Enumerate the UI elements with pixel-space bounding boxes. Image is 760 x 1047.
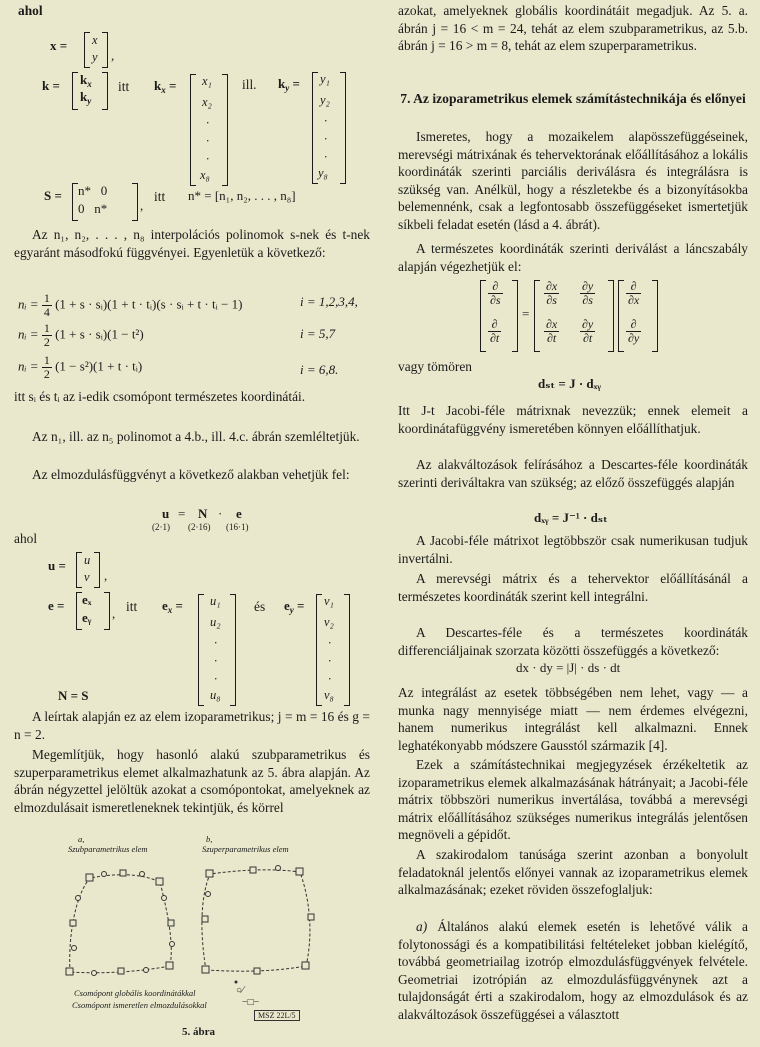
ey-item: v₂ — [324, 615, 334, 629]
fraction — [544, 280, 559, 307]
dim-label: (16·1) — [226, 522, 249, 532]
ky-item: y₁ — [320, 72, 330, 86]
vagy-tomoren: vagy tömören — [398, 359, 473, 374]
ex-name: $e_x$ = — [162, 598, 183, 615]
fraction-num: 1 — [43, 291, 50, 305]
section-heading: 7. Az izoparametrikus elemek számítástechnikája és előnyei — [400, 91, 746, 106]
u-vector-item: u — [84, 553, 91, 567]
s-bracket-right — [132, 183, 138, 221]
u-vector-name: u = — [48, 558, 66, 573]
kx-item: · — [206, 152, 210, 166]
legend-unknown-nodes: Csomópont ismeretlen elmozdulásokkal — [72, 1000, 207, 1010]
paragraph: Az n₁, ill. az n₅ polinomot a 4.b., ill. 4.c. ábrán szemléltetjük. — [32, 429, 360, 444]
paragraph: Megemlítjük, hogy hasonló alakú szubparametrikus és szuperparametrikus elemet alkalmazhatunk az 5. ábra alapján. Az ábrán négyzettel jelöltük azokat a csomópontokat, amelyeknek az elmozdulásait ismeretleneknek tekintjük, és körrel — [14, 747, 370, 815]
fig-a-label: Szubparametrikus elem — [68, 844, 148, 854]
k-bracket-left — [72, 72, 78, 110]
fraction — [42, 354, 52, 381]
itt-label: itt — [154, 189, 166, 204]
equation-n5 — [18, 322, 144, 349]
comma: , — [112, 606, 116, 621]
fraction — [544, 318, 559, 345]
fraction-num: ∂x — [546, 279, 558, 293]
ey-item: · — [328, 672, 332, 686]
bracket — [534, 280, 540, 352]
bracket — [480, 280, 486, 352]
equation-dxy: dₓᵧ = J⁻¹ · dₛₜ — [534, 510, 608, 525]
eq-rhs: (1 + s · sᵢ)(1 + t · tᵢ)(s · sᵢ + t · tᵢ − 1) — [55, 296, 243, 312]
e-vector-item: eᵧ — [82, 610, 92, 625]
fraction-num: ∂y — [582, 317, 594, 331]
ahol-label-1: ahol — [18, 3, 43, 18]
paragraph-text: Általános alakú elemek esetén is lehetővé válik a folytonossági és a kompatibilitási feltételeket jobban kielégítő, továbbá geometriailag izotróp elmozdulásfüggvények felvétele. Geometriai izotrópián az elmozdulásfüggvénynek azt a tulajdonságát érti a szakirodalom, hogy az elmozdulások és az alakváltozások összefüggései a választott — [398, 919, 748, 1022]
fraction-num: ∂x — [546, 317, 558, 331]
e-vector-name: e = — [48, 598, 65, 613]
paragraph: Az n₁, n₂, . . . , n₈ interpolációs polinomok s-nek és t-nek egyaránt másodfokú függvényei. Egyenletük a következő: — [14, 227, 370, 260]
k-bracket-right — [102, 72, 108, 110]
ill-label: ill. — [242, 77, 257, 92]
list-marker: a) — [416, 919, 428, 934]
ey-bracket-left — [316, 594, 322, 706]
fraction — [580, 318, 595, 345]
fraction-den: ∂s — [490, 293, 501, 307]
eq-lhs: nᵢ = — [18, 358, 39, 374]
n-equals-s: N = S — [58, 688, 89, 703]
e-vector-item: eₓ — [82, 592, 92, 607]
comma: , — [104, 568, 108, 583]
kx-bracket-right — [222, 74, 228, 186]
s-matrix-name: S = — [44, 188, 62, 203]
fraction — [626, 318, 641, 345]
itt-label: itt — [118, 79, 130, 94]
fraction-den: ∂t — [583, 331, 593, 345]
paragraph: A leírtak alapján ez az elem izoparametrikus; j = m = 16 és g = n = 2. — [14, 709, 370, 742]
fig-b-label: Szuperparametrikus elem — [202, 844, 289, 854]
ey-bracket-right — [344, 594, 350, 706]
x-vector-name: x = — [50, 38, 68, 53]
comma: , — [140, 198, 144, 213]
ky-name: $k_y$ = — [278, 76, 300, 93]
ex-bracket-right — [230, 594, 236, 706]
equals: = — [178, 506, 186, 521]
comma: , — [111, 48, 115, 63]
x-bracket-left — [84, 32, 90, 68]
k-vector-item: $k_x$ — [80, 72, 92, 89]
legend-global-nodes: Csomópont globális koordinátákkal — [74, 988, 196, 998]
eq-lhs: nᵢ = — [18, 296, 39, 312]
ky-item: · — [324, 132, 328, 146]
e-symbol: e — [236, 506, 242, 521]
equation-dst: dₛₜ = J · dₓᵧ — [538, 376, 602, 391]
fraction-den: ∂t — [547, 331, 557, 345]
fig-a-letter: a, — [78, 834, 85, 844]
bracket — [652, 280, 658, 352]
legend-circle-icon: ○⁄ — [236, 985, 244, 996]
ky-bracket-right — [340, 72, 346, 184]
eq-range: i = 5,7 — [300, 326, 336, 341]
fraction-den: ∂x — [628, 293, 640, 307]
u-symbol: u — [162, 506, 170, 521]
equals: = — [522, 306, 530, 321]
eq-range: i = 1,2,3,4, — [300, 294, 358, 309]
x-vector-item: y — [92, 50, 98, 64]
fraction-num: 1 — [43, 353, 50, 367]
ex-item: u₂ — [210, 615, 221, 629]
kx-item: x₁ — [202, 74, 212, 88]
eq-lhs: nᵢ = — [18, 326, 39, 342]
paragraph: Itt J-t Jacobi-féle mátrixnak nevezzük; ennek elemeit a koordinátafüggvény ismeretében könnyen előállíthatjuk. — [398, 403, 748, 436]
k-vector-item: $k_y$ — [80, 89, 92, 106]
bracket — [512, 280, 518, 352]
nstar-definition: n* = [n₁, n₂, . . . , n₈] — [188, 188, 296, 203]
fraction — [42, 292, 52, 319]
fraction — [488, 318, 501, 345]
ex-item: · — [214, 672, 218, 686]
fraction-num: 1 — [43, 321, 50, 335]
s-row: n* 0 — [78, 183, 108, 198]
paragraph: A szakirodalom tanúsága szerint azonban a bonyolult feladatoknál jelentős előnyei vannak az izoparametrikus elemek alkalmazásának; ezeket röviden összefoglaljuk: — [398, 847, 748, 898]
fraction-den: 2 — [43, 335, 50, 349]
paragraph: A merevségi mátrix és a tehervektor előállításánál a természetes koordináták szerint kell integrálni. — [398, 571, 748, 604]
u-bracket-right — [94, 552, 100, 588]
s-row: 0 n* — [78, 201, 108, 216]
bracket — [618, 280, 624, 352]
fraction-num: ∂ — [488, 280, 503, 294]
fraction-num: ∂y — [582, 279, 594, 293]
kx-item: · — [206, 134, 210, 148]
paragraph: A természetes koordináták szerinti deriválást a láncszabály alapján végezhetjük el: — [398, 241, 748, 274]
ex-item: · — [214, 636, 218, 650]
eq-range: i = 6,8. — [300, 362, 339, 377]
ky-item: · — [324, 114, 328, 128]
ey-item: v₁ — [324, 594, 334, 608]
paragraph: Ezek a számítástechnikai megjegyzések érzékeltetik az izoparametrikus elemek alkalmazásának hátrányait; a Jacobi-féle mátrix többszöri numerikus invertálása, továbbá a merevségi mátrix előállításához szükséges numerikus integrálás jelentősen megnöveli a gépidőt. — [398, 757, 748, 843]
k-vector-name: k = — [42, 78, 60, 93]
itt-label: itt — [126, 599, 138, 614]
fraction-den: 2 — [43, 367, 50, 381]
ex-item: u₁ — [210, 594, 221, 608]
u-bracket-left — [76, 552, 82, 588]
fraction-den: ∂s — [582, 293, 593, 307]
kx-bracket-left — [190, 74, 196, 186]
ey-item: · — [328, 654, 332, 668]
ey-name: $e_y$ = — [284, 598, 305, 615]
paragraph: Az elmozdulásfüggvényt a következő alakban vehetjük fel: — [32, 467, 350, 482]
fraction-den: ∂t — [490, 331, 500, 345]
kx-item: x₈ — [200, 168, 210, 182]
kx-item: x₂ — [202, 95, 212, 109]
x-bracket-right — [102, 32, 108, 68]
dot: · — [218, 506, 223, 521]
e-bracket-right — [104, 592, 110, 630]
eq-rhs: (1 + s · sᵢ)(1 − t²) — [55, 326, 144, 342]
paragraph-a — [398, 918, 748, 1024]
figure-5-drawing — [50, 854, 340, 984]
x-vector-item: x — [92, 33, 98, 47]
paragraph: azokat, amelyeknek globális koordinátáit megadjuk. Az 5. a. ábrán j = 16 < m = 24, tehát az elem szubparametrikus, az 5.b. ábrán j = 16 > m = 8, tehát az elem szuperparametrikus. — [398, 3, 748, 54]
paragraph: Ismeretes, hogy a mozaikelem alapösszefüggéseinek, merevségi mátrixának és tehervektorának előállításához a lokális koordináták szerinti parciális deriválásra és integrálásra is szükség van. Anélkül, hogy a részletekbe és a bizonyításokba belemennénk, csak a legfontosabb összefüggéseket ismertetjük síkbeli feladat esetén (lásd a 4. ábrát). — [398, 129, 748, 232]
ky-item: · — [324, 150, 328, 164]
dim-label: (2·1) — [152, 522, 170, 532]
bracket — [608, 280, 614, 352]
fraction-num: ∂ — [626, 318, 641, 332]
fraction — [580, 280, 595, 307]
fraction-num: ∂ — [488, 318, 501, 332]
ex-item: · — [214, 654, 218, 668]
ey-item: v₈ — [324, 688, 334, 702]
fraction-den: 4 — [43, 305, 50, 319]
dim-label: (2·16) — [188, 522, 211, 532]
kx-name: $k_x$ = — [154, 78, 177, 95]
fraction — [488, 280, 503, 307]
figure-caption: 5. ábra — [182, 1026, 215, 1038]
equation-n1 — [18, 292, 242, 319]
fraction — [42, 322, 52, 349]
es-label: és — [254, 599, 266, 614]
figure-stamp: MSZ 22L/5 — [254, 1010, 300, 1021]
ey-item: · — [328, 636, 332, 650]
legend-square-icon: −□− — [242, 997, 260, 1008]
paragraph: A Jacobi-féle mátrixot legtöbbször csak numerikusan tudjuk invertálni. — [398, 533, 748, 566]
paragraph: A Descartes-féle és a természetes koordináták differenciáljainak szorzata közötti összefüggés a következő: — [398, 625, 748, 658]
fraction-den: ∂y — [628, 331, 640, 345]
ky-item: y₂ — [320, 93, 330, 107]
paragraph: Az integrálást az esetek többségében nem lehet, vagy — a munka nagy mennyisége miatt — nem érdemes elvégezni, hanem numerikus integrálást kell alkalmazni. Ennek leghatékonyabb módszere Gausstól származik [4]. — [398, 685, 748, 753]
fraction-num: ∂ — [626, 280, 641, 294]
paragraph: Az alakváltozások felírásához a Descartes-féle koordináták szerinti deriváltakra van szükség; az előző összefüggés alapján — [398, 457, 748, 490]
fraction — [626, 280, 641, 307]
ex-item: u₈ — [210, 688, 221, 702]
u-vector-item: v — [84, 570, 90, 584]
fraction-den: ∂s — [546, 293, 557, 307]
equation-dxdy: dx · dy = |J| · ds · dt — [516, 660, 621, 675]
fig-b-letter: b, — [206, 834, 213, 844]
N-symbol: N — [198, 506, 208, 521]
jacobian-equation — [480, 278, 660, 354]
ahol-label-2: ahol — [14, 531, 38, 546]
eq-rhs: (1 − s²)(1 + t · tᵢ) — [55, 358, 143, 374]
kx-item: · — [206, 116, 210, 130]
ky-item: y₈ — [318, 166, 328, 180]
ex-bracket-left — [198, 594, 204, 706]
paragraph: itt sᵢ és tᵢ az i-edik csomópont természetes koordinátái. — [14, 389, 306, 404]
equation-n6 — [18, 354, 142, 381]
figure-5 — [50, 832, 340, 1042]
